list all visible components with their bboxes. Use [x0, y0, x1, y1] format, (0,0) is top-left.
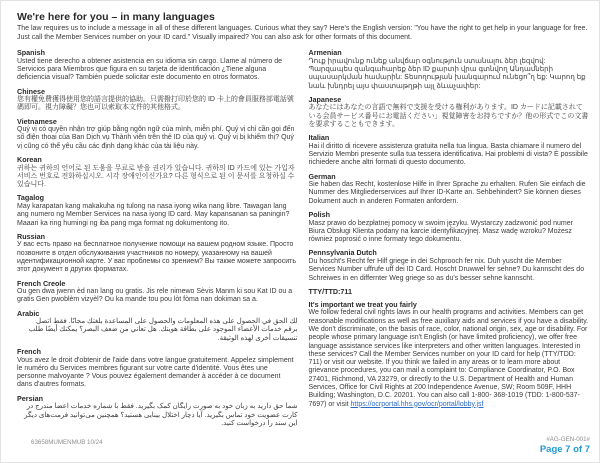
- language-heading: Pennsylvania Dutch: [308, 248, 377, 258]
- language-section-polish: [309, 210, 590, 244]
- fairness-heading: It's important we treat you fairly: [308, 299, 417, 309]
- language-text: Masz prawo do bezpłatnej pomocy w swoim języku. Wystarczy zadzwonić pod numer Biura Obsługi Klienta podany na karcie identyfikacyjnej. Masz wadę wzroku? Możesz również poprosić o inne formaty tego dokumentu.: [308, 219, 573, 244]
- language-heading: Russian: [17, 231, 45, 241]
- tty-label: TTY/TTD:711: [308, 286, 353, 296]
- language-section-russian: [17, 232, 298, 275]
- language-text: May karapatan kang makakuha ng tulong na nasa iyong wika nang libre. Tawagan lang ang numero ng Member Services na nasa iyong ID card. May kapansanan sa paningin? Maaari ka ring humingi ng iba pang mga format ng dokumentong ito.: [17, 202, 290, 227]
- fairness-section: [309, 300, 590, 409]
- hhs-ocr-portal-link[interactable]: https://ocrportal.hhs.gov/ocr/portal/lobby.jsf: [350, 400, 484, 408]
- language-section-spanish: [17, 48, 298, 82]
- language-heading: Armenian: [308, 48, 342, 58]
- language-text: Quý vị có quyền nhận trợ giúp bằng ngôn ngữ của mình, miễn phí. Quý vị chỉ cần gọi đến số điện thoại của Ban Dịch vụ Thành viên trên thẻ ID của quý vị. Quý vị bị khiếm thị? Quý vị cũng có thể yêu cầu các định dạng khác của tài liệu này.: [17, 126, 295, 150]
- language-section-arabic: [17, 309, 298, 343]
- language-heading: Italian: [308, 133, 330, 143]
- footer-right-block: [540, 436, 590, 455]
- language-heading: Polish: [308, 210, 331, 220]
- language-section-vietnamese: [17, 117, 298, 151]
- language-text: У вас есть право на бесплатное получение помощи на вашем родном языке. Просто позвоните в отдел обслуживания участников по номеру, указанному на вашей идентификационной карте. У вас проблемы со зрением? Вы также можете запросить этот документ в других форматах.: [17, 241, 296, 274]
- language-text: Hai il diritto di ricevere assistenza gratuita nella tua lingua. Basta chiamare il numero del Servizio Membri presente sulla tua tessera identificativa. Hai problemi di vista? È possibile richiedere anche altri formati di questo documento.: [308, 142, 588, 167]
- language-section-japanese: [309, 95, 590, 129]
- fairness-body-text: We follow federal civil rights laws in our health programs and activities. Members can get reasonable modifications as well as free auxiliary aids and services if you have a disability. We don't discriminate, on the basis of race, color, national origin, sex, age or disability. For people whose primary language isn't English (or have limited proficiency), we offer free language assistance services like interpreters and other written languages. Interested in these services? Call the Member Services number on your ID card for help (TTY/TDD: 711) or visit our website. If you think we failed in any areas or to learn more about grievance procedures, you can mail a complaint to: Compliance Coordinator, P.O. Box 27401, Richmond, VA 23279, or directly to the U.S. Department of Health and Human Services, Office for Civil Rights at 200 Independence Avenue, SW; Room 509F, HHH Building; Washington, D.C. 20201. You can also call 1-800- 368-1019 (TDD: 1-800-537-7697) or visit: [308, 309, 589, 408]
- language-section-persian: [17, 394, 298, 428]
- page-indicator: Page 7 of 7: [539, 444, 590, 455]
- language-text: Du hoscht's Recht fer Hilf griege in dei Schprooch fer nix. Duh yuscht die Member Services Number uffrufe uff dei ID Card. Hoscht Druwwel fer sehne? Du kannscht des do Schreiwes in en differnter Weg griege so as du's besser sehne kannscht.: [308, 257, 585, 282]
- language-section-chinese: [17, 87, 298, 113]
- right-column: [309, 44, 590, 428]
- language-section-pennsylvania-dutch: [309, 248, 590, 282]
- doc-code: #AG-GEN-001#: [546, 436, 590, 443]
- language-text: 귀하는 귀하의 언어로 된 도움을 무료로 받을 권리가 있습니다. 귀하의 ID 카드에 있는 가입자 서비스 번호로 전화하십시오. 시각 장애인이신가요? 다른 형식으로 된 이 문서를 요청하실 수 있습니다.: [17, 164, 295, 189]
- language-text: شما حق دارید به زبان خود به صورت رایگان کمک بگیرید. فقط با شماره خدمات اعضا مندرج در کارت عضویت خود تماس بگیرید. آیا دچار اختلال بینایی هستید؟ همچنین می‌توانید فرمت‌های دیگر این سند را درخواست کنید.: [24, 403, 298, 427]
- language-text: 您有權免費獲得使用您的語言提供的協助。只需撥打印於您的 ID 卡上的會員服務部電話號碼即可。視力障礙？您也可以索取本文件的其他格式。: [17, 96, 294, 112]
- language-heading: Spanish: [17, 48, 45, 58]
- language-text: Vous avez le droit d'obtenir de l'aide dans votre langue gratuitement. Appelez simplement le numéro du Services membres figurant sur votre carte d'identité. Vous êtes une personne malvoyante ? Vous pouvez également demander à accéder à ce document dans d'autres formats.: [17, 356, 294, 389]
- language-section-tagalog: [17, 193, 298, 227]
- left-column: [17, 44, 298, 428]
- language-text: لك الحق في الحصول على هذه المعلومات والحصول على المساعدة بلغتك مجانًا. فقط اتصل برقم خدمات الأعضاء الموجود على بطاقة هويتك. هل تعاني من ضعف البصر؟ يمكنك أيضًا طلب تنسيقات أخرى لهذه الوثيقة.: [28, 318, 298, 342]
- tty-section: [309, 287, 590, 296]
- page-title: We're here for you – in many languages: [17, 11, 215, 23]
- fairness-text: [309, 309, 590, 409]
- language-heading: French Creole: [17, 278, 66, 288]
- language-heading: Japanese: [308, 94, 342, 104]
- language-section-korean: [17, 155, 298, 189]
- language-section-french: [17, 347, 298, 390]
- language-text: Ou gen dwa jwenn èd nan lang ou gratis. Jis rele nimewo Sèvis Manm ki sou Kat ID ou a gratis Gen pwoblèm vizyèl? Ou ka mande tou pou lòt fòma nan dokiman sa a.: [17, 288, 293, 304]
- intro-text: The law requires us to include a message in all of these different languages. Curious what they say? Here's the English version: "You have the right to get help in your language for free. Just call the Member Services number on your ID card." Visually impaired? You can also ask for other formats of this document.: [17, 25, 588, 41]
- form-number: 63658MUMENMUB 10/24: [31, 439, 103, 446]
- language-text: Դուք իրավունք ունեք անվճար օգնություն ստանալու ձեր լեզվով: Պարզապես զանգահարեք ձեր ID քարտի վրա գտնվող Անդամների սպասարկման համարին: Տեսողության խանգարում ունեցո՞ղ եք: Կարող եք նաև խնդրել այս փաստաթղթի այլ ձևաչափեր:: [308, 57, 586, 90]
- language-section-italian: [309, 133, 590, 167]
- language-text: あなたにはあなたの言語で無料で支援を受ける権利があります。ID カードに記載されている会員サービス番号にお電話ください」視覚障害をお持ちですか？他の形式でこの文書を要求することもできます。: [308, 104, 589, 128]
- language-heading: Vietnamese: [17, 116, 57, 126]
- language-heading: French: [17, 347, 41, 357]
- language-heading: Korean: [17, 155, 42, 165]
- language-section-german: [309, 172, 590, 206]
- two-column-layout: [17, 44, 589, 428]
- language-section-french-creole: [17, 279, 298, 305]
- language-text: Usted tiene derecho a obtener asistencia en su idioma sin cargo. Llame al número de Servicios para Miembros que figura en su tarjeta de identificación ¿Tiene alguna deficiencia visual? También puede solicitar este documento en otros formatos.: [17, 57, 282, 82]
- language-section-armenian: [309, 48, 590, 91]
- language-heading: Arabic: [17, 308, 40, 318]
- language-heading: Persian: [17, 393, 43, 403]
- language-heading: German: [308, 171, 336, 181]
- language-heading: Tagalog: [17, 193, 45, 203]
- language-heading: Chinese: [17, 86, 45, 96]
- language-text: Sie haben das Recht, kostenlose Hilfe in Ihrer Sprache zu erhalten. Rufen Sie einfach die Nummer des Mitgliederservices auf Ihrer ID-Karte an. Sehbehindert? Sie können dieses Dokument auch in anderen Formaten anfordern.: [308, 181, 586, 205]
